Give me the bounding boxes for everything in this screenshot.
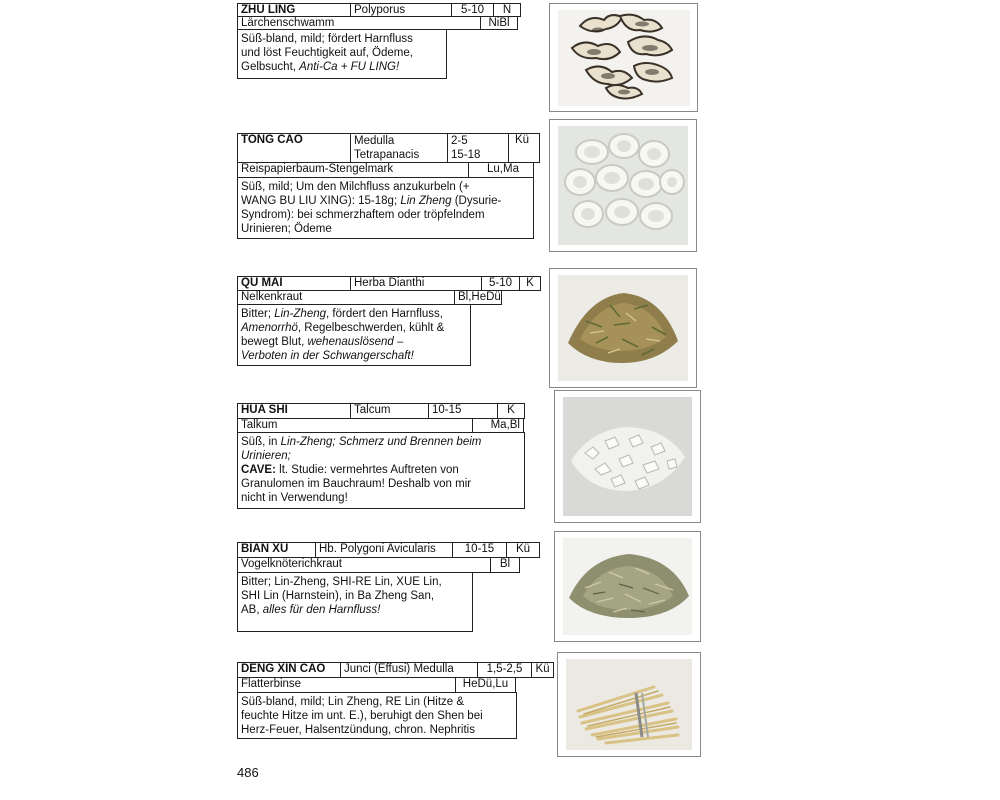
juncus-pith-photo-icon <box>558 653 700 756</box>
description: Bitter; Lin-Zheng, fördert den Harnfluss, Amenorrhö, Regelbeschwerden, kühlt & bewegt Blut, wehenauslösend – Verboten in der Schwangerschaft! <box>237 304 471 366</box>
description: Süß, in Lin-Zheng; Schmerz und Brennen beim Urinieren; CAVE: lt. Studie: vermehrtes Auftreten von Granulomen im Bauchraum! Deshalb von mir nicht in Verwendung! <box>237 432 525 509</box>
nature: Kü <box>531 662 554 678</box>
polygonum-herb-photo-icon <box>555 532 700 641</box>
herb-name: QU MAI <box>237 276 351 291</box>
nature: K <box>519 276 541 291</box>
latin-name: Polyporus <box>350 3 452 17</box>
page-number: 486 <box>237 765 259 780</box>
herb-name: HUA SHI <box>237 403 351 419</box>
nature: Kü <box>506 542 540 558</box>
german-name: Vogelknöterichkraut <box>237 557 491 573</box>
dianthus-herb-photo-icon <box>550 269 696 387</box>
latin-name: Hb. Polygoni Avicularis <box>315 542 453 558</box>
polyporus-photo-icon <box>550 4 697 111</box>
german-name: Nelkenkraut <box>237 290 455 305</box>
meridians: HeDü,Lu <box>455 677 516 693</box>
latin-name: Talcum <box>350 403 429 419</box>
meridians: NiBl <box>480 16 518 30</box>
herb-photo <box>549 3 698 112</box>
meridians: Bl,HeDü <box>454 290 502 305</box>
dose: 5-10 <box>451 3 494 17</box>
description: Bitter; Lin-Zheng, SHI-RE Lin, XUE Lin, SHI Lin (Harnstein), in Ba Zheng San, AB, alles für den Harnfluss! <box>237 572 473 632</box>
description: Süß-bland, mild; fördert Harnfluss und löst Feuchtigkeit auf, Ödeme, Gelbsucht, Anti-Ca + FU LING! <box>237 29 447 79</box>
dose: 10-15 <box>452 542 507 558</box>
herb-photo <box>554 531 701 642</box>
herb-photo <box>549 119 697 252</box>
dose: 5-10 <box>481 276 520 291</box>
german-name: Talkum <box>237 418 473 433</box>
latin-name: Medulla Tetrapanacis <box>350 133 448 163</box>
description: Süß-bland, mild; Lin Zheng, RE Lin (Hitze & feuchte Hitze im unt. E.), beruhigt den Shen bei Herz-Feuer, Halsentzündung, chron. Nephritis <box>237 692 517 739</box>
nature: N <box>493 3 521 17</box>
herb-name: TONG CAO <box>237 133 351 163</box>
herb-photo <box>554 390 701 523</box>
german-name: Lärchenschwamm <box>237 16 481 30</box>
german-name: Reispapierbaum-Stengelmark <box>237 162 469 178</box>
dose: 10-15 <box>428 403 498 419</box>
description: Süß, mild; Um den Milchfluss anzukurbeln (+ WANG BU LIU XING): 15-18g; Lin Zheng (Dysurie- Syndrom): bei schmerzhaftem oder tröpfelndem Urinieren; Ödeme <box>237 177 534 239</box>
dose: 1,5-2,5 <box>477 662 532 678</box>
nature: Kü <box>508 133 540 163</box>
dose: 2-5 15-18 <box>447 133 509 163</box>
herb-name: BIAN XU <box>237 542 316 558</box>
tetrapanax-pith-photo-icon <box>550 120 696 251</box>
herb-name: ZHU LING <box>237 3 351 17</box>
german-name: Flatterbinse <box>237 677 456 693</box>
meridians: Bl <box>490 557 520 573</box>
latin-name: Herba Dianthi <box>350 276 482 291</box>
nature: K <box>497 403 525 419</box>
latin-name: Junci (Effusi) Medulla <box>340 662 478 678</box>
meridians: Ma,Bl <box>472 418 524 433</box>
talcum-photo-icon <box>555 391 700 522</box>
meridians: Lu,Ma <box>468 162 534 178</box>
herb-photo <box>557 652 701 757</box>
herb-name: DENG XIN CAO <box>237 662 341 678</box>
herb-photo <box>549 268 697 388</box>
